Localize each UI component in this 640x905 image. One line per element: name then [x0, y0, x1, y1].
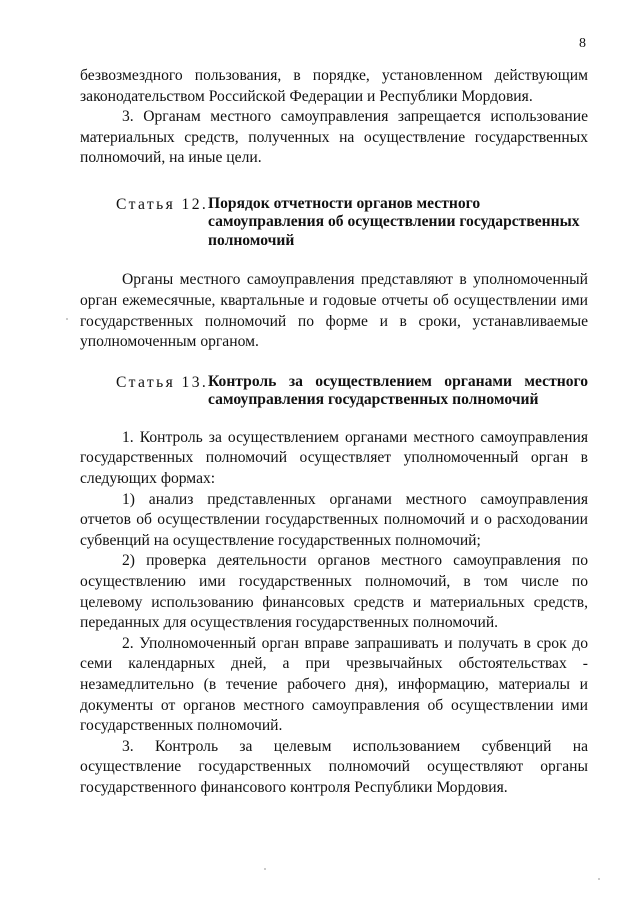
paragraph: 1) анализ представленных органами местного самоуправления отчетов об осуществлении государственных полномочий и о расходовании субвенций на осуществление государственных полномочий;: [80, 490, 588, 549]
article-title: Порядок отчетности органов местного самоуправления об осуществлении государственных полномочий: [208, 194, 580, 249]
scan-speck: [264, 868, 266, 870]
page-number: 8: [579, 36, 586, 51]
scan-speck: [66, 318, 68, 320]
paragraph: 3. Контроль за целевым использованием субвенций на осуществление государственных полномочий осуществляют органы государственного финансового контроля Республики Мордовия.: [80, 737, 588, 796]
paragraph-continuation: безвозмездного пользования, в порядке, установленном действующим законодательством Российской Федерации и Республики Мордовия.: [80, 67, 588, 105]
paragraph: 2. Уполномоченный орган вправе запрашивать и получать в срок до семи календарных дней, а при чрезвычайных обстоятельствах - незамедлительно (в течение рабочего дня), информацию, материалы и документы от органов местного самоуправления об осуществлении ими государственных полномочий.: [80, 634, 588, 735]
paragraph: Органы местного самоуправления представляют в уполномоченный орган ежемесячные, квартальные и годовые отчеты об осуществлении ими государственных полномочий по форме и в сроки, устанавливаемые уполномоченным органом.: [80, 271, 588, 351]
article-13-heading: [80, 373, 588, 410]
document-body: [80, 66, 588, 799]
paragraph: 2) проверка деятельности органов местного самоуправления по осуществлению ими государственных полномочий, в том числе по целевому использованию финансовых средств и материальных средств, переданных для осуществления государственных полномочий.: [80, 552, 588, 632]
article-label: Статья 12.: [116, 195, 209, 213]
article-title: Контроль за осуществлением органами местного самоуправления государственных полномочий: [208, 372, 588, 409]
article-12-heading: [80, 195, 588, 251]
scan-speck: [598, 878, 600, 880]
paragraph: 3. Органам местного самоуправления запрещается использование материальных средств, полученных на осуществление государственных полномочий, на иные цели.: [80, 108, 588, 167]
paragraph: 1. Контроль за осуществлением органами местного самоуправления государственных полномочий осуществляет уполномоченный орган в следующих формах:: [80, 428, 588, 488]
article-label: Статья 13.: [116, 373, 209, 391]
